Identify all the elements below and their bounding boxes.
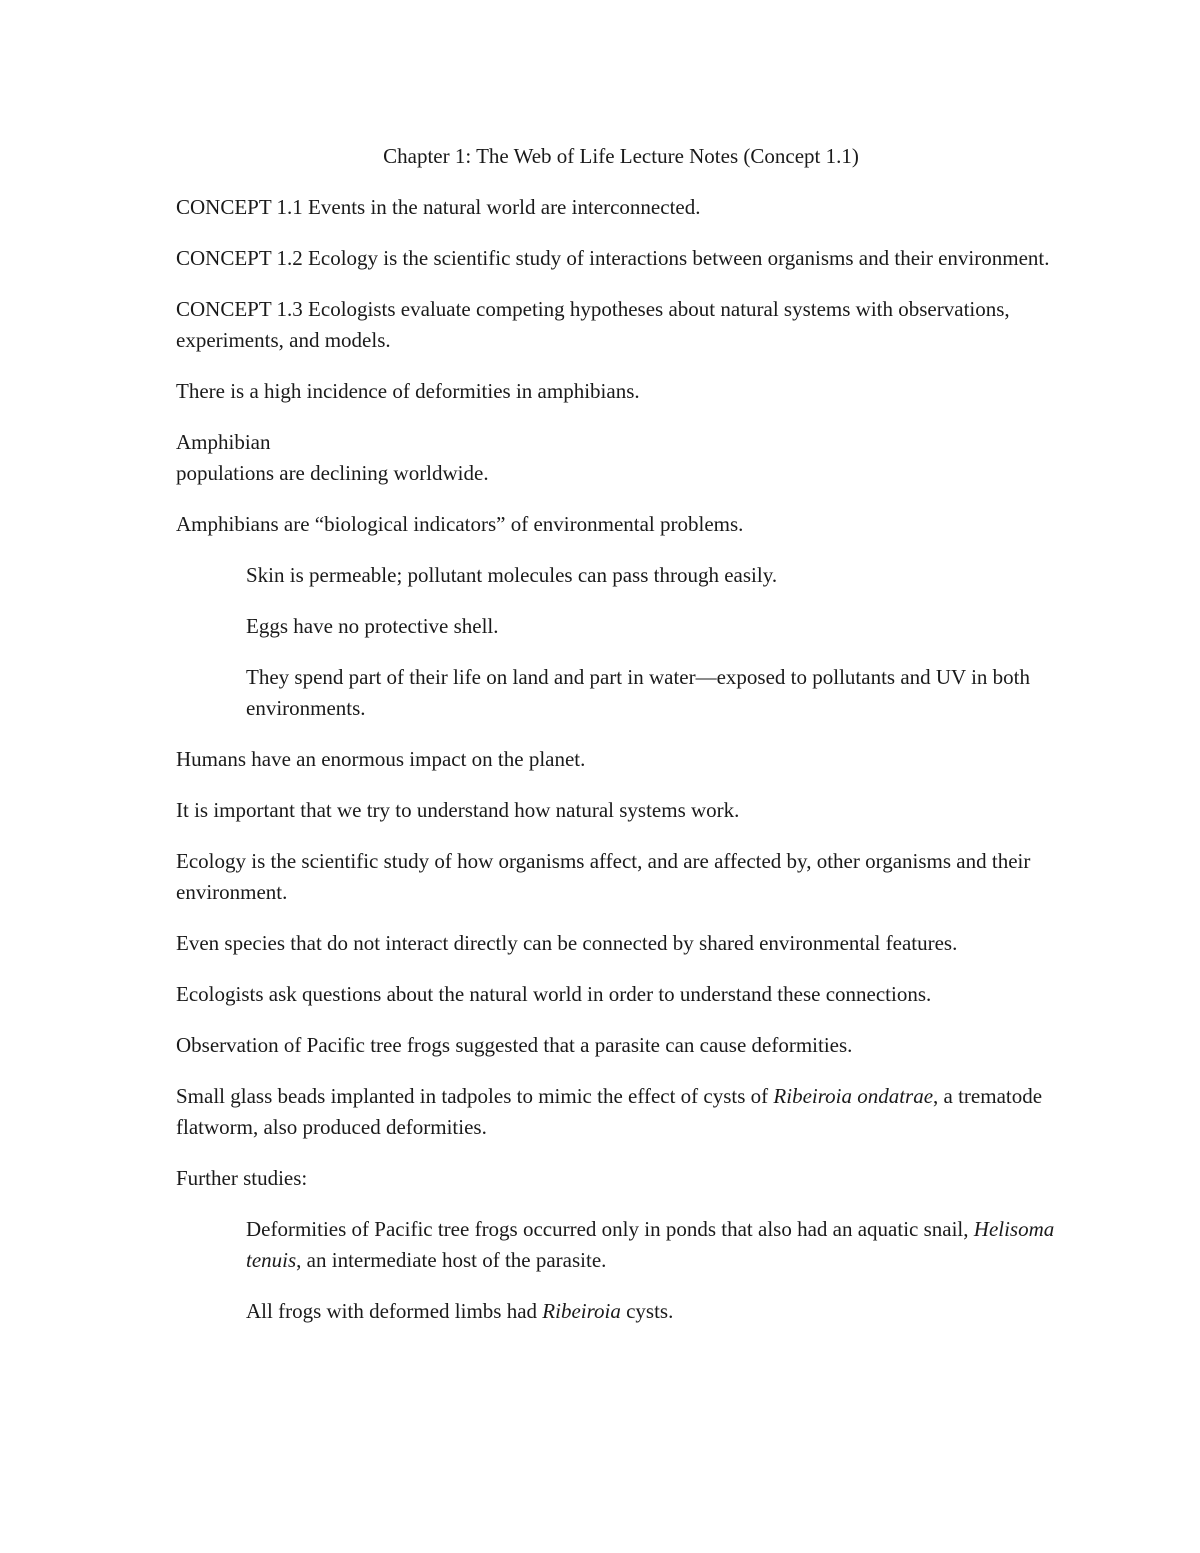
species-name-ribeiroia: Ribeiroia — [542, 1299, 621, 1323]
even-species-paragraph: Even species that do not interact directly can be connected by shared environmental features. — [176, 931, 958, 955]
amphibian-line-1: Amphibian — [176, 430, 271, 454]
beads-text-end: , a trematode flatworm, also produced deformities. — [176, 1084, 1043, 1139]
cysts-text-end: cysts. — [620, 1299, 674, 1323]
amphibian-line-2: populations are declining worldwide. — [176, 461, 489, 485]
snail-text-start: Deformities of Pacific tree frogs occurred only in ponds that also had an aquatic snail, — [246, 1217, 974, 1241]
eggs-paragraph: Eggs have no protective shell. — [246, 614, 499, 638]
glass-beads-paragraph — [176, 1081, 1066, 1143]
species-name-ribeiroia-ondatrae: Ribeiroia ondatrae — [773, 1084, 934, 1108]
important-paragraph: It is important that we try to understand how natural systems work. — [176, 798, 740, 822]
humans-paragraph: Humans have an enormous impact on the planet. — [176, 747, 586, 771]
deformities-paragraph: There is a high incidence of deformities in amphibians. — [176, 379, 640, 403]
ecologists-ask-paragraph: Ecologists ask questions about the natural world in order to understand these connections. — [176, 982, 932, 1006]
cysts-paragraph — [246, 1296, 1066, 1327]
snail-paragraph — [246, 1214, 1066, 1276]
skin-paragraph: Skin is permeable; pollutant molecules can pass through easily. — [246, 563, 778, 587]
further-studies-paragraph: Further studies: — [176, 1166, 308, 1190]
concept-1-1-paragraph: CONCEPT 1.1 Events in the natural world are interconnected. — [176, 195, 701, 219]
indicators-paragraph: Amphibians are “biological indicators” of environmental problems. — [176, 512, 744, 536]
observation-paragraph: Observation of Pacific tree frogs suggested that a parasite can cause deformities. — [176, 1033, 853, 1057]
concept-1-3-paragraph: CONCEPT 1.3 Ecologists evaluate competing hypotheses about natural systems with observations, experiments, and models. — [176, 297, 1010, 352]
document-page — [176, 141, 1066, 1347]
beads-text-start: Small glass beads implanted in tadpoles to mimic the effect of cysts of — [176, 1084, 774, 1108]
snail-text-end: , an intermediate host of the parasite. — [296, 1248, 607, 1272]
amphibian-decline-paragraph — [176, 427, 1066, 489]
concept-1-2-paragraph: CONCEPT 1.2 Ecology is the scientific study of interactions between organisms and their environment. — [176, 246, 1050, 270]
document-title: Chapter 1: The Web of Life Lecture Notes (Concept 1.1) — [383, 144, 859, 168]
land-water-paragraph: They spend part of their life on land and part in water—exposed to pollutants and UV in both environments. — [246, 665, 1031, 720]
ecology-definition-paragraph: Ecology is the scientific study of how organisms affect, and are affected by, other organisms and their environment. — [176, 849, 1031, 904]
cysts-text-start: All frogs with deformed limbs had — [246, 1299, 543, 1323]
species-name-helisoma-tenuis: Helisoma tenuis — [246, 1217, 1055, 1272]
